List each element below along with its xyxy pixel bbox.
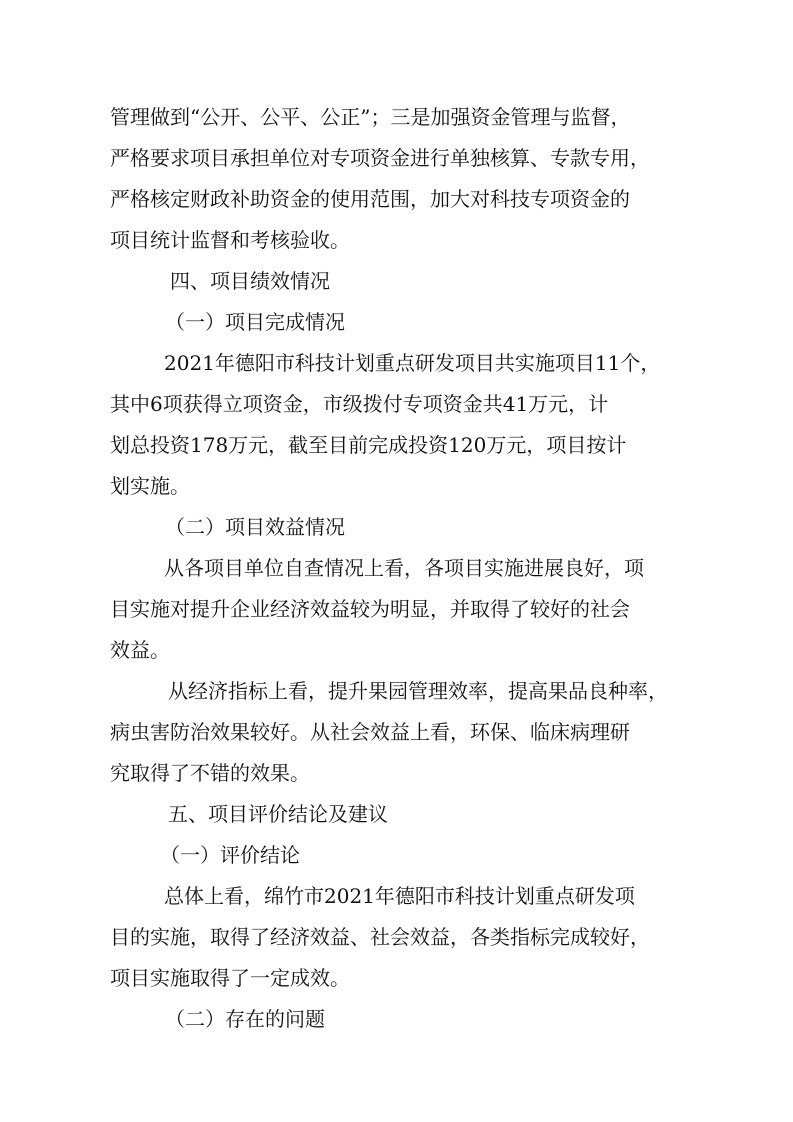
text-line: 严格要求项目承担单位对专项资金进行单独核算、专款专用，: [110, 146, 650, 170]
text-line: 2021年德阳市科技计划重点研发项目共实施项目11个，: [164, 351, 661, 375]
text-line: 病虫害防治效果较好。从社会效益上看，环保、临床病理研: [110, 720, 630, 744]
subsection-heading: （二）存在的问题: [165, 1007, 325, 1031]
text-line: 总体上看，绵竹市2021年德阳市科技计划重点研发项: [164, 884, 635, 908]
text-line: 划实施。: [110, 474, 190, 498]
subsection-heading: （二）项目效益情况: [165, 515, 345, 539]
text-line: 项目统计监督和考核验收。: [110, 228, 350, 252]
text-line: 管理做到“公开、公平、公正”；三是加强资金管理与监督，: [110, 105, 631, 129]
text-line: 目的实施，取得了经济效益、社会效益，各类指标完成较好，: [110, 925, 650, 949]
text-line: 从经济指标上看，提升果园管理效率，提高果品良种率，: [168, 679, 668, 703]
subsection-heading: （一）评价结论: [160, 843, 300, 867]
section-heading: 五、项目评价结论及建议: [168, 802, 388, 826]
text-line: 效益。: [110, 638, 170, 662]
section-heading: 四、项目绩效情况: [170, 269, 330, 293]
text-line: 划总投资178万元，截至目前完成投资120万元，项目按计: [110, 433, 627, 457]
text-line: 目实施对提升企业经济效益较为明显，并取得了较好的社会: [110, 597, 630, 621]
text-line: 从各项目单位自查情况上看，各项目实施进展良好，项: [164, 556, 644, 580]
text-line: 究取得了不错的效果。: [110, 761, 310, 785]
text-line: 严格核定财政补助资金的使用范围，加大对科技专项资金的: [110, 187, 630, 211]
text-line: 其中6项获得立项资金，市级拨付专项资金共41万元，计: [110, 392, 609, 416]
subsection-heading: （一）项目完成情况: [165, 310, 345, 334]
text-line: 项目实施取得了一定成效。: [110, 966, 350, 990]
